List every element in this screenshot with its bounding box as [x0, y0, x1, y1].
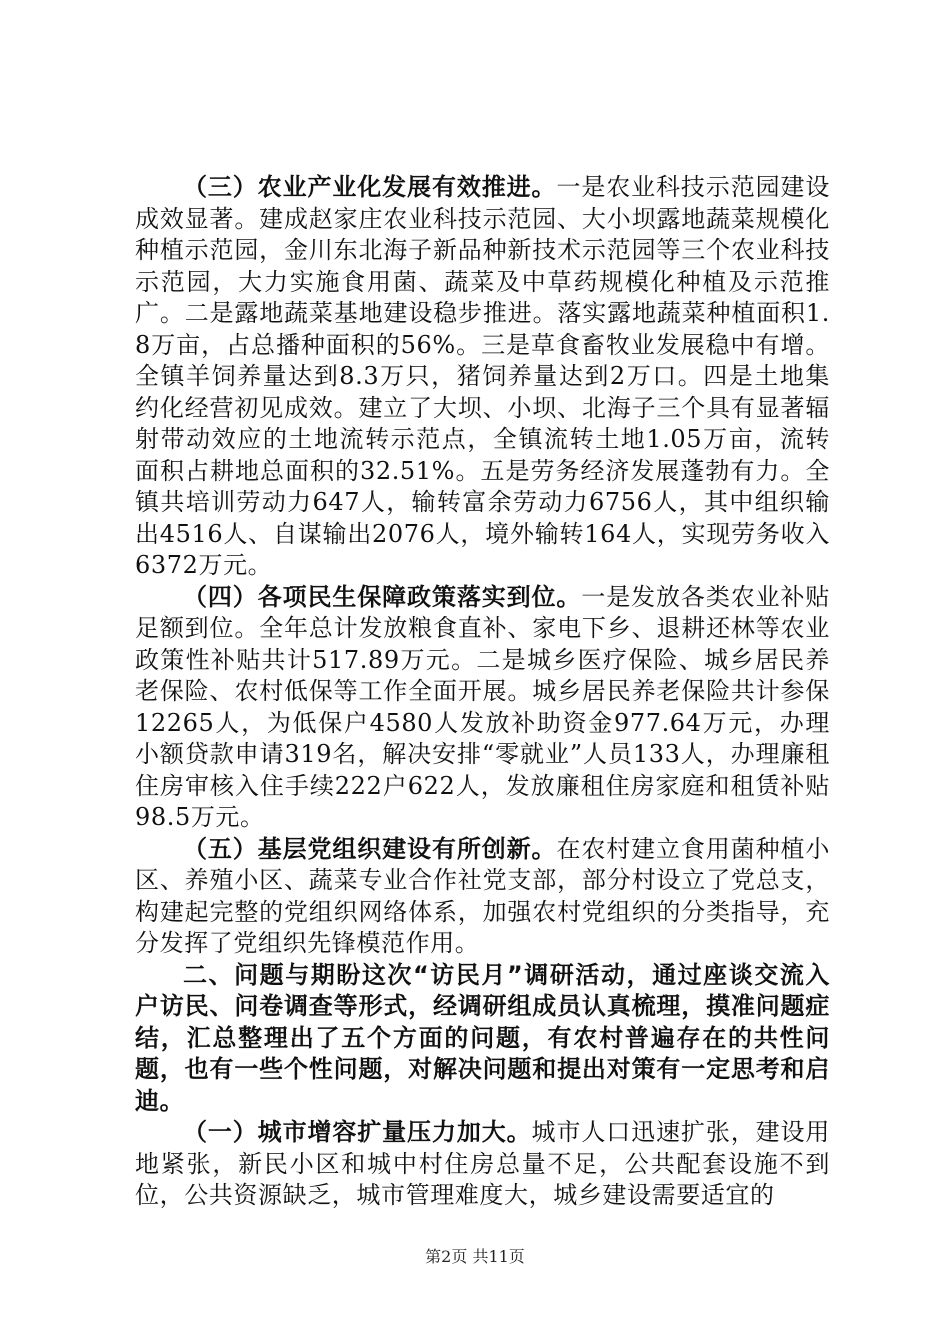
- paragraph-text: 城市人口迅速扩张，建设用地紧张，新民小区和城中村住房总量不足，公共配套设施不到位，公共资源缺乏，城市管理难度大，城乡建设需要适宜的: [135, 1118, 830, 1209]
- paragraph-party-building: [135, 834, 830, 960]
- paragraph-heading: （五）基层党组织建设有所创新。: [183, 834, 557, 863]
- paragraph-text: 在农村建立食用菌种植小区、养殖小区、蔬菜专业合作社党支部，部分村设立了党总支，构建起完整的党组织网络体系，加强农村党组织的分类指导，充分发挥了党组织先锋模范作用。: [135, 834, 830, 957]
- paragraph-heading: （三）农业产业化发展有效推进。: [183, 173, 557, 201]
- page-number-footer: 第2页 共11页: [425, 1247, 525, 1266]
- document-body: [135, 172, 830, 1212]
- section-heading-problems: [135, 960, 830, 1118]
- paragraph-text: 一是发放各类农业补贴足额到位。全年总计发放粮食直补、家电下乡、退耕还林等农业政策性补贴共计517.89万元。二是城乡医疗保险、城乡居民养老保险、农村低保等工作全面开展。城乡居民养老保险共计参保12265人，为低保户4580人发放补助资金977.64万元，办理小额贷款申请319名，解决安排“零就业”人员133人，办理廉租住房审核入住手续222户622人，发放廉租住房家庭和租赁补贴98.5万元。: [135, 582, 831, 831]
- paragraph-agriculture: [135, 172, 830, 582]
- paragraph-livelihood: [135, 582, 830, 834]
- paragraph-urban-pressure: [135, 1117, 830, 1212]
- paragraph-text: 一是农业科技示范园建设成效显著。建成赵家庄农业科技示范园、大小坝露地蔬菜规模化种植示范园，金川东北海子新品种新技术示范园等三个农业科技示范园，大力实施食用菌、蔬菜及中草药规模化种植及示范推广。二是露地蔬菜基地建设稳步推进。落实露地蔬菜种植面积1.8万亩，占总播种面积的56%。三是草食畜牧业发展稳中有增。全镇羊饲养量达到8.3万只，猪饲养量达到2万口。四是土地集约化经营初见成效。建立了大坝、小坝、北海子三个具有显著辐射带动效应的土地流转示范点，全镇流转土地1.05万亩，流转面积占耕地总面积的32.51%。五是劳务经济发展蓬勃有力。全镇共培训劳动力647人，输转富余劳动力6756人，其中组织输出4516人、自谋输出2076人，境外输转164人，实现劳务收入6372万元。: [135, 173, 830, 579]
- section-heading-text: 二、问题与期盼这次“访民月”调研活动，通过座谈交流入户访民、问卷调查等形式，经调研组成员认真梳理，摸准问题症结，汇总整理出了五个方面的问题，有农村普遍存在的共性问题，也有一些个性问题，对解决问题和提出对策有一定思考和启迪。: [135, 960, 830, 1115]
- paragraph-heading: （一）城市增容扩量压力加大。: [183, 1118, 532, 1146]
- paragraph-heading: （四）各项民生保障政策落实到位。: [183, 582, 582, 611]
